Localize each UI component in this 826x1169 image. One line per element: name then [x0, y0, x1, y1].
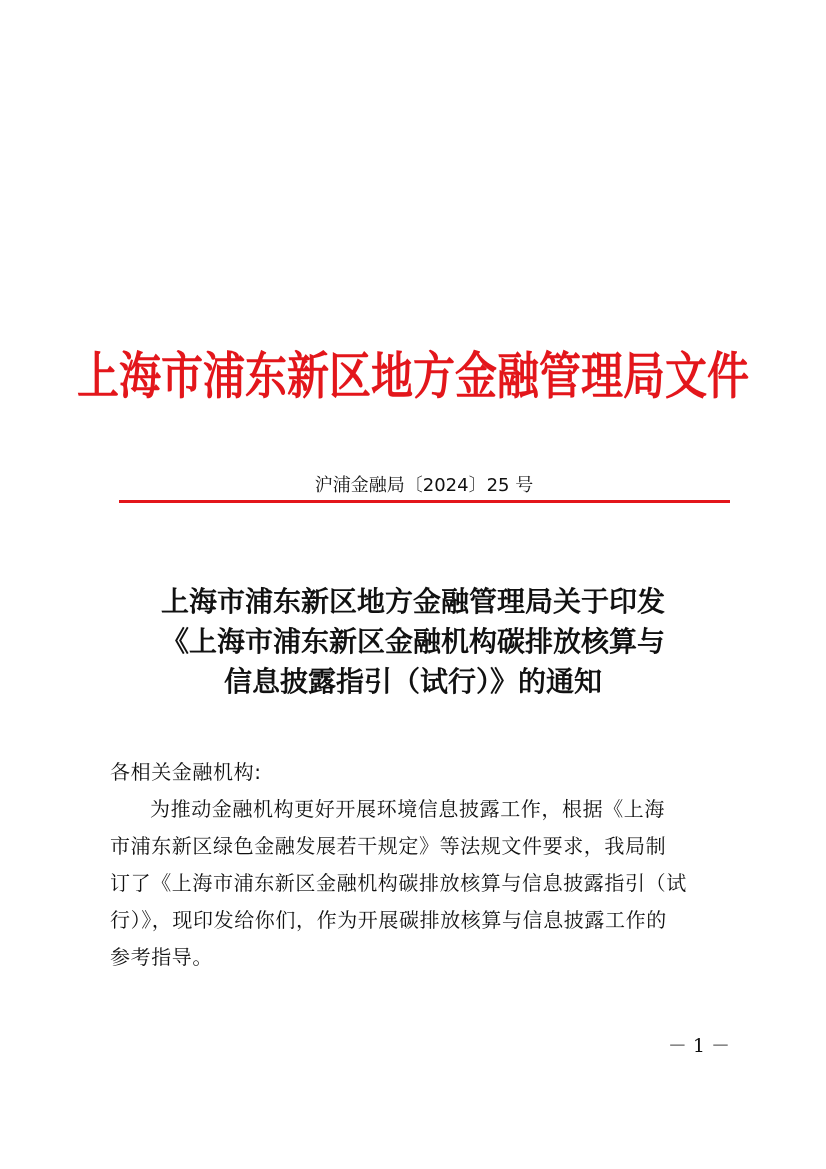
issuer-header: 上海市浦东新区地方金融管理局文件	[76, 346, 749, 406]
title-line: 《上海市浦东新区金融机构碳排放核算与	[160, 625, 665, 658]
body-paragraph-line: 市浦东新区绿色金融发展若干规定》等法规文件要求，我局制	[110, 834, 667, 858]
page-number: － 1 －	[667, 1035, 730, 1057]
red-divider-line	[119, 500, 730, 503]
document-number: 沪浦金融局〔2024〕25 号	[314, 475, 534, 496]
document-title	[80, 582, 746, 702]
title-line: 信息披露指引（试行）》的通知	[223, 665, 602, 698]
title-line: 上海市浦东新区地方金融管理局关于印发	[160, 585, 665, 618]
salutation: 各相关金融机构:	[110, 760, 262, 784]
body-paragraph-line: 为推动金融机构更好开展环境信息披露工作，根据《上海	[150, 797, 665, 821]
body-paragraph-line: 订了《上海市浦东新区金融机构碳排放核算与信息披露指引（试	[110, 871, 687, 895]
body-paragraph-line: 行）》，现印发给你们，作为开展碳排放核算与信息披露工作的	[110, 908, 667, 932]
document-body	[110, 754, 720, 976]
body-paragraph-line: 参考指导。	[110, 945, 213, 969]
